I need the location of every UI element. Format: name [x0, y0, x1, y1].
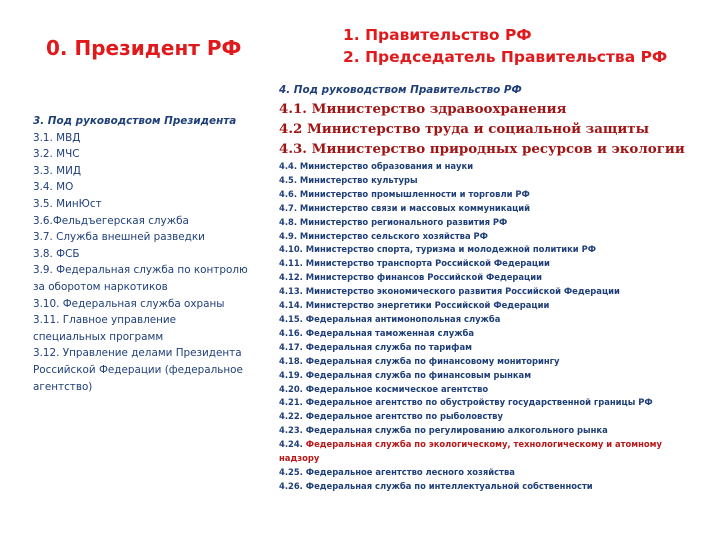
list-item: 4.20. Федеральное космическое агентство — [279, 383, 489, 394]
list-item: 4.13. Министерство экономического развития Российской Федерации — [279, 286, 620, 297]
president-agencies-header: 3. Под руководством Президента — [33, 115, 237, 127]
list-item: 3.1. МВД — [33, 131, 81, 144]
list-item: 4.10. Министерство спорта, туризма и молодежной политики РФ — [279, 244, 597, 255]
list-item: 3.7. Служба внешней разведки — [33, 231, 205, 244]
list-item: 4.21. Федеральное агентство по обустройству государственной границы РФ — [279, 397, 653, 408]
list-item: 3.12. Управление делами Президента Российской Федерации (федеральное агентство) — [33, 347, 243, 393]
list-item: 4.25. Федеральное агентство лесного хозяйства — [279, 466, 515, 477]
list-item: 4.9. Министерство сельского хозяйства РФ — [279, 230, 488, 241]
list-item: 4.17. Федеральная служба по тарифам — [279, 341, 472, 352]
president-title: 0. Президент РФ — [46, 36, 242, 60]
government-agencies-header: 4. Под руководством Правительство РФ — [279, 84, 522, 96]
list-item: 3.10. Федеральная служба охраны — [33, 297, 225, 310]
president-agencies-list — [33, 113, 248, 395]
list-item: 3.3. МИД — [33, 164, 81, 177]
list-item: 4.22. Федеральное агентство по рыболовству — [279, 411, 503, 422]
list-item: 3.4. МО — [33, 181, 74, 194]
list-item: 4.4. Министерство образования и науки — [279, 161, 474, 171]
list-item: 3.9. Федеральная служба по контролю за оборотом наркотиков — [33, 264, 248, 293]
list-item-major: 4.2 Министерство труда и социальной защиты — [279, 121, 650, 137]
list-item: 4.23. Федеральная служба по регулированию алкогольного рынка — [279, 425, 608, 436]
list-item: 4.18. Федеральная служба по финансовому мониторингу — [279, 355, 560, 366]
list-item: 4.15. Федеральная антимонопольная служба — [279, 313, 501, 324]
government-agencies-list — [279, 82, 685, 494]
list-item: 4.16. Федеральная таможенная служба — [279, 327, 475, 338]
list-item: 3.11. Главное управление специальных программ — [33, 314, 177, 343]
list-item-highlighted — [279, 438, 679, 466]
chairman-line: 2. Председатель Правительства РФ — [343, 48, 668, 66]
list-item-major: 4.3. Министерство природных ресурсов и экологии — [279, 141, 685, 157]
list-item: 3.8. ФСБ — [33, 247, 80, 260]
government-line: 1. Правительство РФ — [343, 26, 532, 44]
list-item: 4.11. Министерство транспорта Российской Федерации — [279, 258, 550, 269]
list-item: 4.19. Федеральная служба по финансовым рынкам — [279, 369, 532, 380]
list-item: 4.14. Министерство энергетики Российской Федерации — [279, 300, 550, 311]
list-item-number: 4.24. — [279, 439, 306, 450]
list-item: 4.26. Федеральная служба по интеллектуальной собственности — [279, 480, 593, 491]
list-item-highlight-text: Федеральная служба по экологическому, технологическому и атомному надзору — [279, 439, 662, 464]
list-item: 4.5. Министерство культуры — [279, 174, 418, 185]
list-item-major: 4.1. Министерство здравоохранения — [279, 101, 567, 117]
list-item: 4.8. Министерство регионального развития РФ — [279, 216, 508, 227]
list-item: 3.6.Фельдъегерская служба — [33, 214, 189, 227]
list-item: 4.6. Министерство промышленности и торговли РФ — [279, 188, 530, 199]
list-item: 4.12. Министерство финансов Российской Федерации — [279, 272, 542, 283]
government-block — [343, 24, 667, 68]
list-item: 3.2. МЧС — [33, 148, 80, 161]
list-item: 4.7. Министерство связи и массовых коммуникаций — [279, 202, 531, 213]
list-item: 3.5. МинЮст — [33, 197, 102, 210]
